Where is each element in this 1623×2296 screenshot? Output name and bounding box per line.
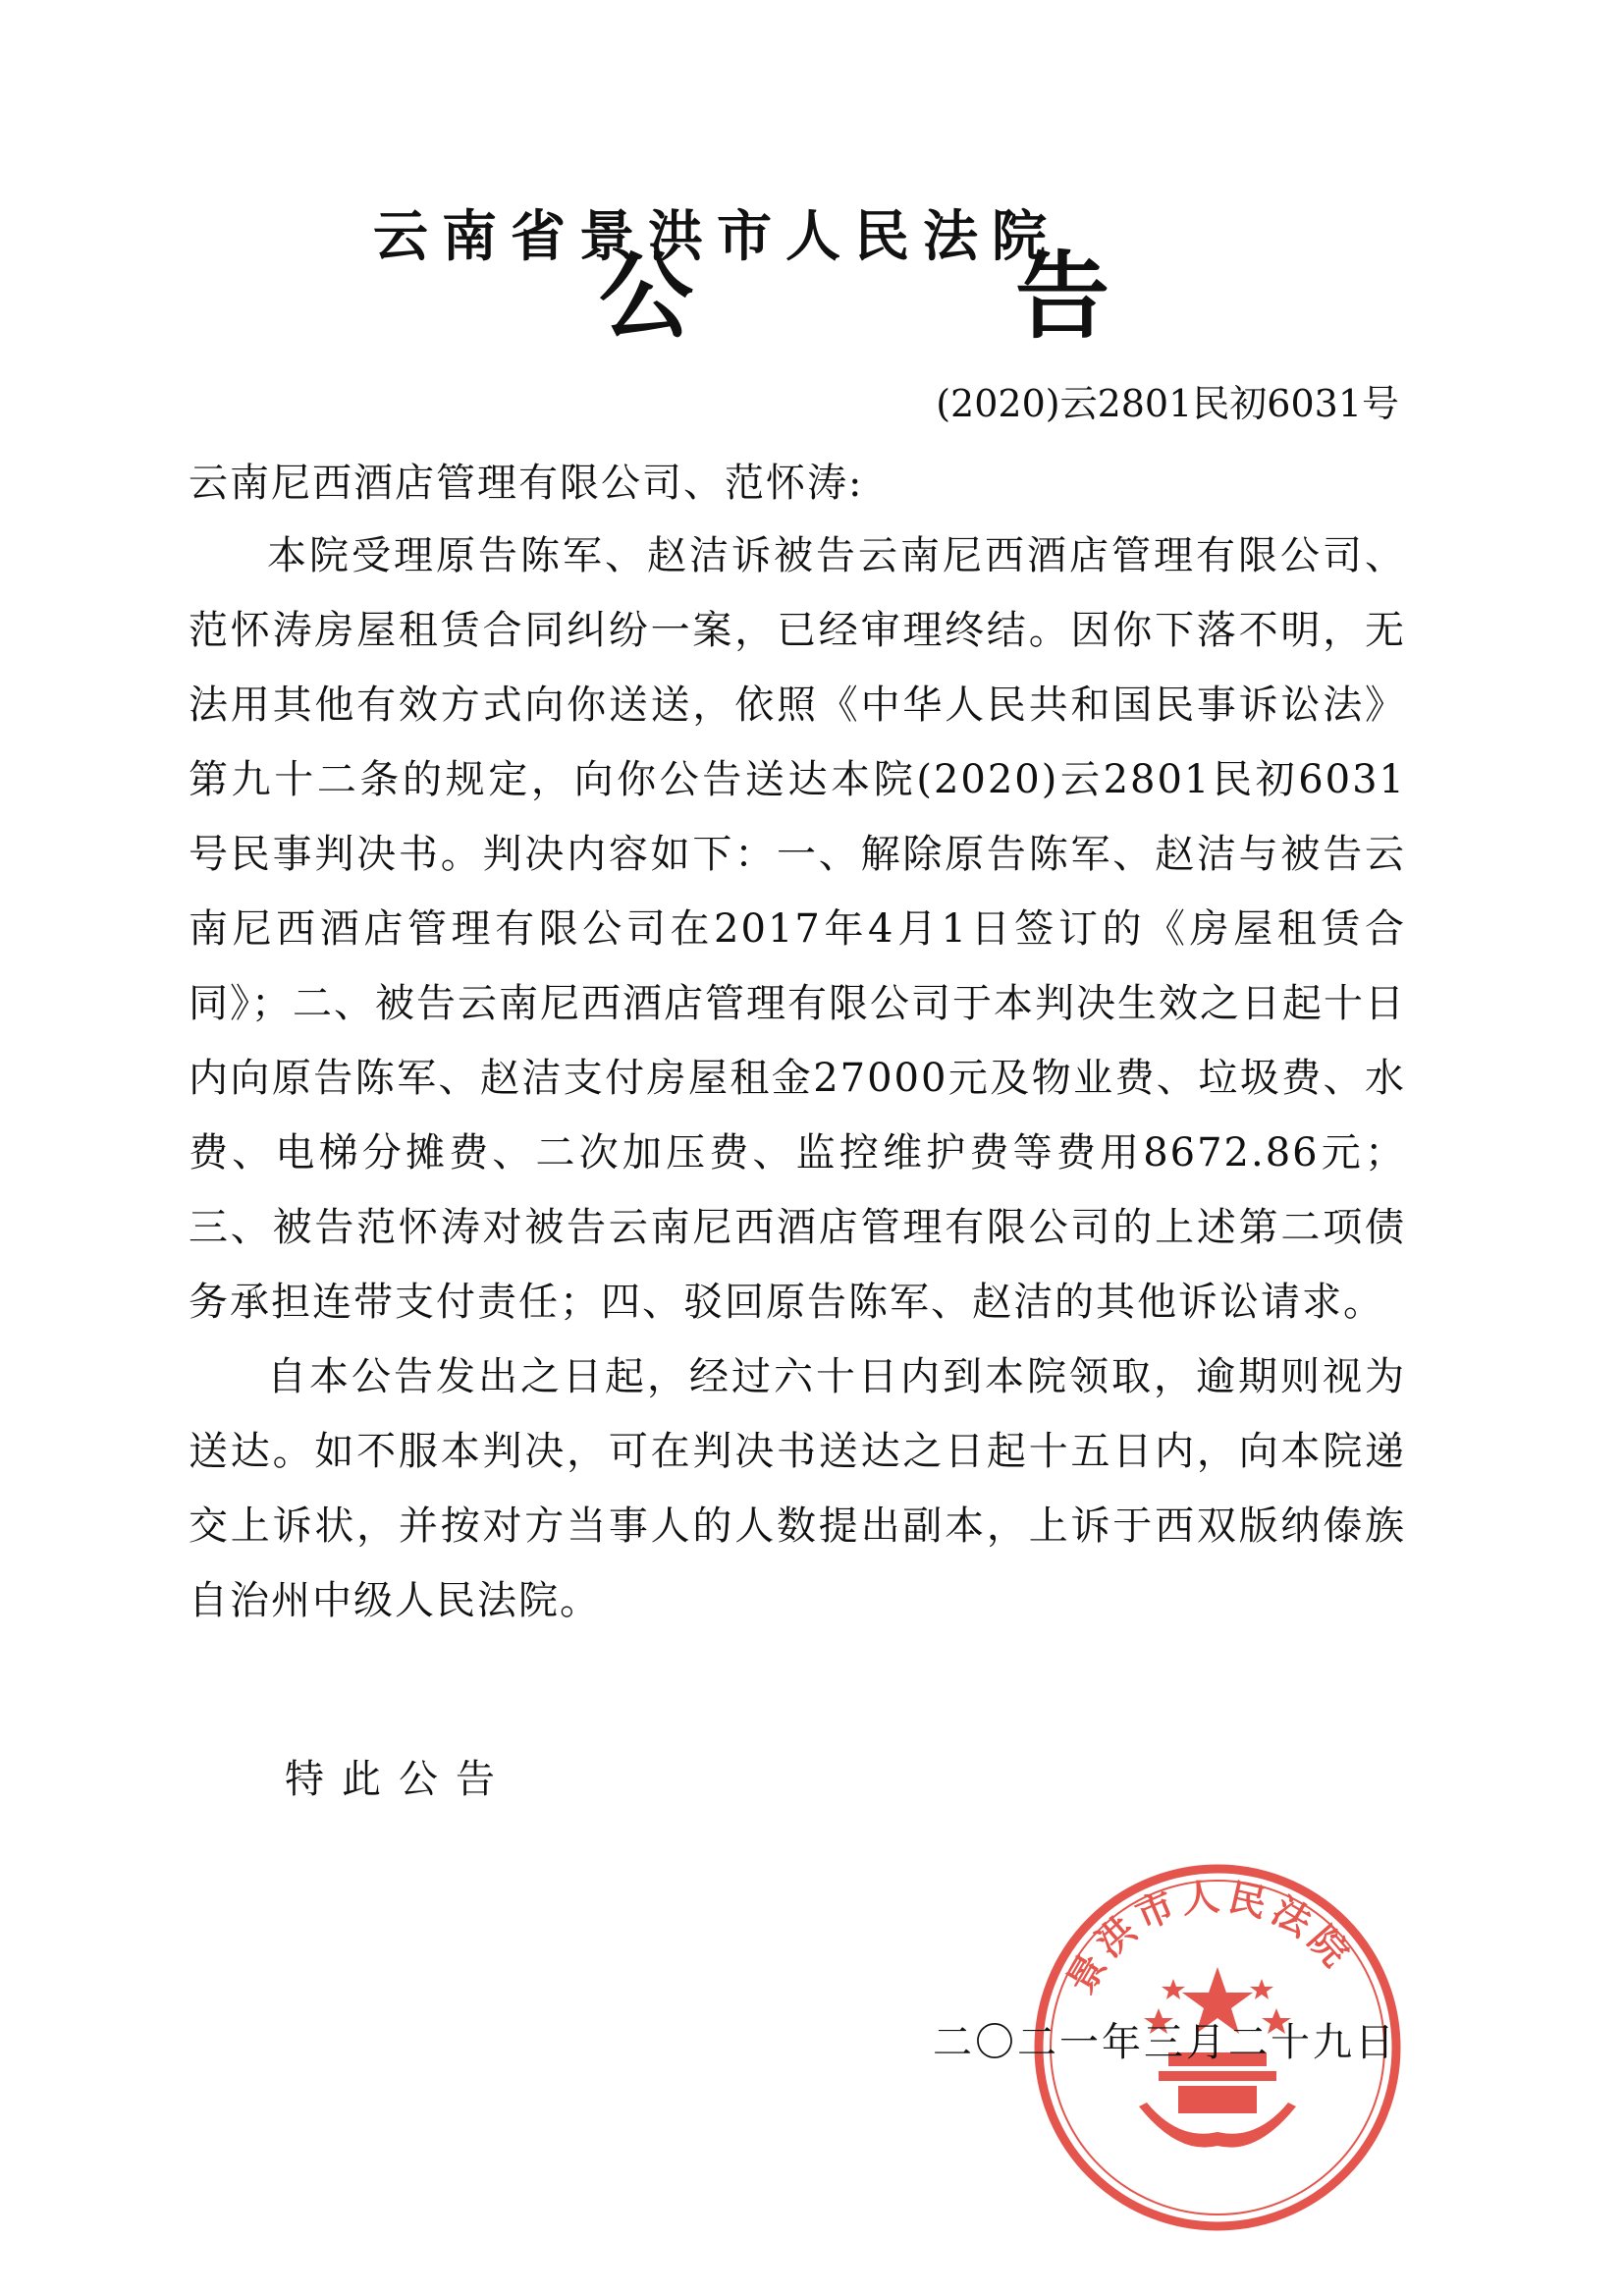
notice-body [189,519,1406,1638]
body-paragraph-appeal: 自本公告发出之日起，经过六十日内到本院领取，逾期则视为送达。如不服本判决，可在判决书送达之日起十五日内，向本院递交上诉状，并按对方当事人的人数提出副本，上诉于西双版纳傣族自治州中级人民法院。 [189,1354,1406,1623]
body-paragraph-judgment: 本院受理原告陈军、赵洁诉被告云南尼西酒店管理有限公司、范怀涛房屋租赁合同纠纷一案，已经审理终结。因你下落不明，无法用其他有效方式向你送送，依照《中华人民共和国民事诉讼法》第九十二条的规定，向你公告送达本院(2020)云2801民初6031号民事判决书。判决内容如下：一、解除原告陈军、赵洁与被告云南尼西酒店管理有限公司在2017年4月1日签订的《房屋租赁合同》；二、被告云南尼西酒店管理有限公司于本判决生效之日起十日内向原告陈军、赵洁支付房屋租金27000元及物业费、垃圾费、水费、电梯分摊费、二次加压费、监控维护费等费用8672.86元；三、被告范怀涛对被告云南尼西酒店管理有限公司的上述第二项债务承担连带支付责任；四、驳回原告陈军、赵洁的其他诉讼请求。 [189,533,1406,1325]
notice-date: 二〇二一年三月二十九日 [933,2020,1397,2065]
notice-title-char-2: 告 [1015,241,1109,352]
case-number: (2020)云2801民初6031号 [936,382,1399,425]
notice-title [599,241,1109,352]
addressee: 云南尼西酒店管理有限公司、范怀涛: [189,461,864,506]
notice-title-char-1: 公 [599,241,693,352]
seal-text: 景洪市人民法院 [1057,1873,1362,2001]
closing-phrase: 特此公告 [285,1757,513,1802]
court-name-heading: 云南省景洪市人民法院 [373,204,1060,269]
